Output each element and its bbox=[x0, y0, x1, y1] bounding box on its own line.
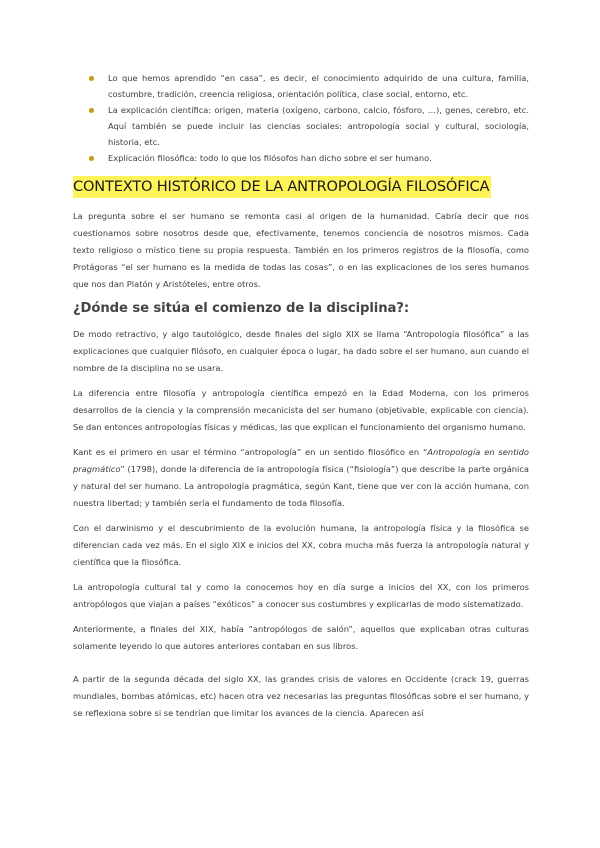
paragraph-text: Kant es el primero en usar el término “antropología” en un sentido filosófico en “ bbox=[73, 447, 428, 457]
paragraph-text: ” (1798), donde la diferencia de la antropología física (“fisiología”) que describe la parte orgánica y natural del ser humano. La antropología pragmática, según Kant, tiene que ver con la acción humana, con nuestra libertad; y también sería el fundamento de toda filosofía. bbox=[73, 464, 529, 508]
paragraph: La antropología cultural tal y como la conocemos hoy en día surge a inicios del XX, con los primeros antropólogos que viajan a países “exóticos” a conocer sus costumbres y explicarlas de modo sistematizado. bbox=[73, 582, 529, 609]
paragraph: A partir de la segunda década del siglo XX, las grandes crisis de valores en Occidente (crack 19, guerras mundiales, bombas atómicas, etc) hacen otra vez necesarias las preguntas filosóficas sobre el ser humano, y se reflexiona sobre si se tendrían que limitar los avances de la ciencia. Aparecen así bbox=[73, 674, 529, 718]
list-item bbox=[73, 70, 529, 102]
paragraph: Anteriormente, a finales del XIX, había “antropólogos de salón”, aquellos que explicaban otras culturas solamente leyendo lo que autores anteriores contaban en sus libros. bbox=[73, 624, 529, 651]
bullet-dot-icon bbox=[89, 76, 94, 81]
bullet-dot-icon bbox=[89, 108, 94, 113]
subheading: ¿Dónde se sitúa el comienzo de la disciplina?: bbox=[73, 301, 410, 316]
list-item bbox=[73, 102, 529, 150]
list-item-text: Lo que hemos aprendido “en casa”, es decir, el conocimiento adquirido de una cultura, familia, costumbre, tradición, creencia religiosa, orientación política, clase social, entorno, etc. bbox=[108, 73, 529, 99]
paragraph-kant bbox=[73, 444, 529, 512]
section-heading: CONTEXTO HISTÓRICO DE LA ANTROPOLOGÍA FILOSÓFICA bbox=[73, 176, 491, 198]
intro-paragraph: La pregunta sobre el ser humano se remonta casi al origen de la humanidad. Cabría decir que nos cuestionamos sobre nosotros desde que, efectivamente, tenemos conciencia de nosotros mismos. Cada texto religioso o místico tiene su propia respuesta. También en los primeros registros de la filosofía, como Protágoras “el ser humano es la medida de todas las cosas”, o en las explicaciones de los seres humanos que nos dan Platón y Aristóteles, entre otros. bbox=[73, 211, 529, 289]
list-item-text: Explicación filosófica: todo lo que los filósofos han dicho sobre el ser humano. bbox=[108, 153, 432, 163]
book-title: Antropología en sentido pragmático bbox=[73, 447, 529, 474]
paragraph: Con el darwinismo y el descubrimiento de la evolución humana, la antropología física y la filosófica se diferencian cada vez más. En el siglo XIX e inicios del XX, cobra mucha más fuerza la antropología natural y científica que la filosófica. bbox=[73, 523, 529, 567]
list-item-text: La explicación científica: origen, materia (oxígeno, carbono, calcio, fósforo, …), genes, cerebro, etc. Aquí también se puede incluir las ciencias sociales: antropología social y cultural, sociología, historia, etc. bbox=[108, 105, 529, 147]
page-content bbox=[73, 70, 529, 730]
bullet-list bbox=[73, 70, 529, 166]
paragraph: De modo retractivo, y algo tautológico, desde finales del siglo XIX se llama “Antropología filosófica” a las explicaciones que cualquier filósofo, en cualquier época o lugar, ha dado sobre el ser humano, aun cuando el nombre de la disciplina no se usara. bbox=[73, 329, 529, 373]
paragraph: La diferencia entre filosofía y antropología científica empezó en la Edad Moderna, con los primeros desarrollos de la ciencia y la comprensión mecanicista del ser humano (objetivable, explicable con ciencia). Se dan entonces antropologías físicas y médicas, las que explican el funcionamiento del organismo humano. bbox=[73, 388, 529, 432]
list-item bbox=[73, 150, 529, 166]
bullet-dot-icon bbox=[89, 156, 94, 161]
